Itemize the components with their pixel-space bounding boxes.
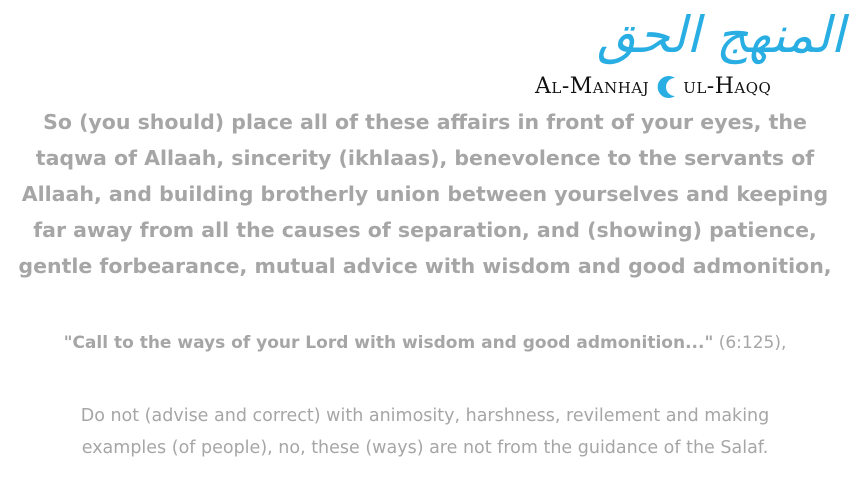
logo-crescent-icon (655, 74, 681, 100)
main-line: Allaah, and building brotherly union between yourselves and keeping (21, 182, 829, 206)
closing-line: examples (of people), no, these (ways) are not from the guidance of the Salaf. (81, 438, 769, 458)
main-line: So (you should) place all of these affairs in front of your eyes, the (43, 110, 807, 134)
main-line: far away from all the causes of separation, and (showing) patience, (33, 218, 817, 242)
main-line: gentle forbearance, mutual advice with wisdom and good admonition, (18, 254, 832, 278)
closing-paragraph (0, 400, 850, 464)
quote-text: "Call to the ways of your Lord with wisdom and good admonition..." (63, 333, 714, 353)
logo-latin-text (535, 73, 771, 101)
logo-latin-left: Al-Manhaj (535, 74, 650, 99)
main-paragraph (0, 104, 850, 284)
quote-reference: (6:125), (718, 333, 787, 353)
closing-line: Do not (advise and correct) with animosity, harshness, revilement and making (80, 406, 770, 426)
main-line: taqwa of Allaah, sincerity (ikhlaas), benevolence to the servants of (35, 146, 815, 170)
quran-quote (0, 331, 850, 355)
logo-latin-right: ul-Haqq (683, 74, 772, 99)
site-logo (527, 4, 850, 104)
logo-arabic-text: المنهج الحق (597, 6, 845, 64)
